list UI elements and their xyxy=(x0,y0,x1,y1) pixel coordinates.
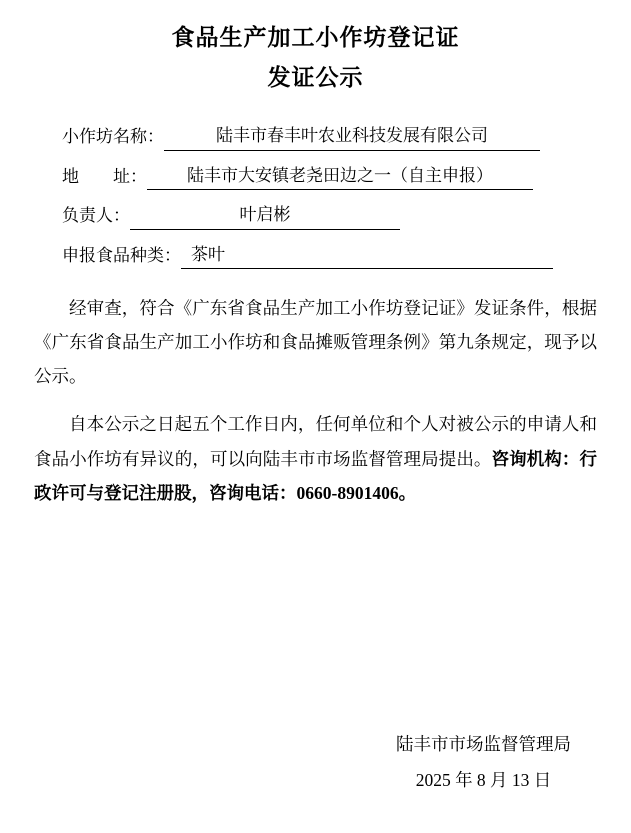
signature-organization: 陆丰市市场监督管理局 xyxy=(396,733,571,754)
field-value-workshop-name: 陆丰市春丰叶农业科技发展有限公司 xyxy=(164,123,540,151)
field-row-food-category xyxy=(62,242,597,270)
paragraph-objection-normal: 自本公示之日起五个工作日内，任何单位和个人对被公示的申请人和食品小作坊有异议的，可以向陆丰市市场监督管理局提出。 xyxy=(34,414,597,469)
field-label-responsible-person: 负责人： xyxy=(62,206,130,226)
page-title: 食品生产加工小作坊登记证 xyxy=(171,25,460,50)
field-value-address: 陆丰市大安镇老尧田边之一（自主申报） xyxy=(147,163,533,191)
signature-date: 2025 年 8 月 13 日 xyxy=(415,770,552,791)
field-row-responsible-person xyxy=(62,202,597,230)
field-row-workshop-name xyxy=(62,123,597,151)
field-label-food-category: 申报食品种类： xyxy=(62,245,181,265)
field-list xyxy=(34,123,597,269)
signature-block xyxy=(396,726,571,800)
page-subtitle: 发证公示 xyxy=(267,65,364,91)
field-row-address xyxy=(62,163,597,191)
document-page xyxy=(0,22,631,833)
field-value-responsible-person: 叶启彬 xyxy=(130,202,400,230)
field-label-workshop-name: 小作坊名称： xyxy=(62,127,164,147)
paragraph-objection xyxy=(34,407,597,509)
field-value-food-category: 茶叶 xyxy=(181,242,553,270)
paragraph-review: 经审查，符合《广东省食品生产加工小作坊登记证》发证条件，根据《广东省食品生产加工小作坊和食品摊贩管理条例》第九条规定，现予以公示。 xyxy=(34,298,597,387)
body-text xyxy=(34,291,597,510)
paragraph-objection-contact: 咨询机构：行政许可与登记注册股，咨询电话：0660-8901406。 xyxy=(34,448,597,503)
field-label-address: 地 址： xyxy=(62,166,147,186)
